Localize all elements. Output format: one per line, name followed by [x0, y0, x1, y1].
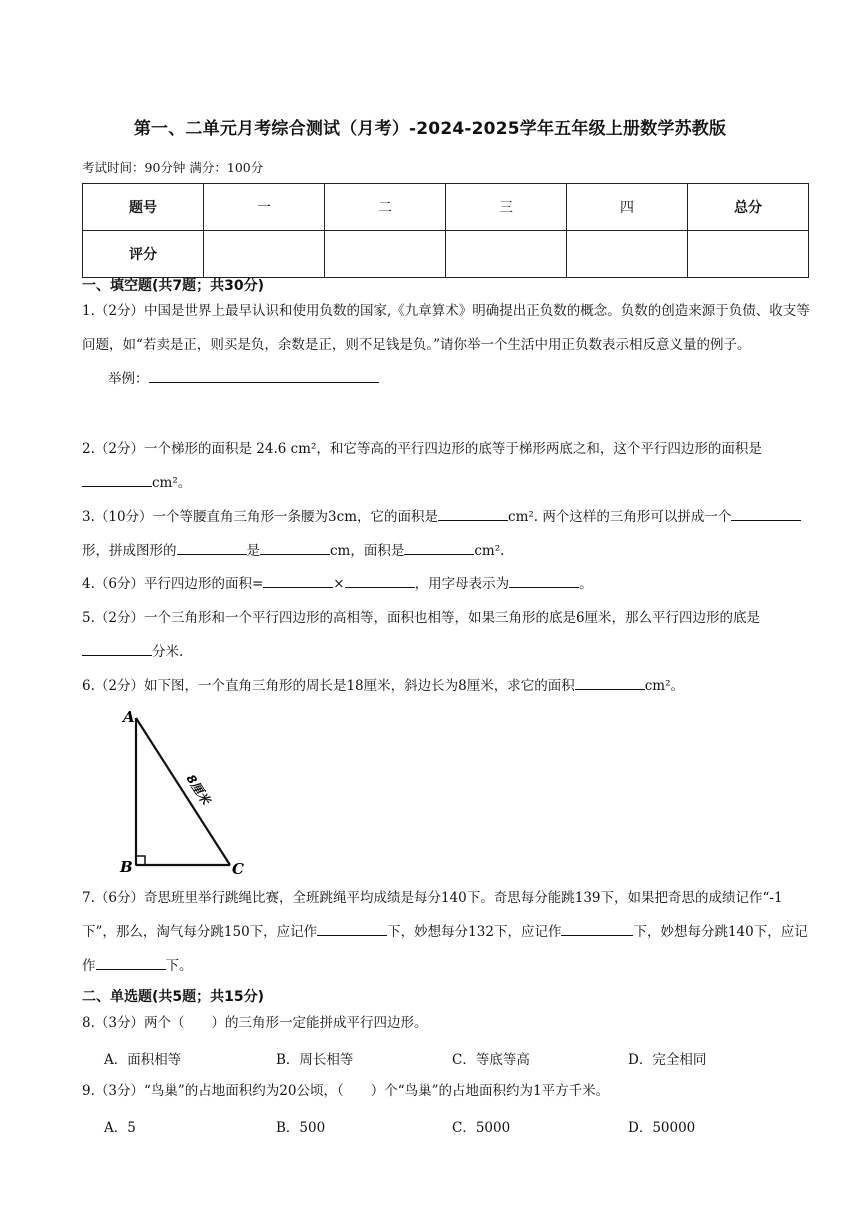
question-9 — [82, 1074, 812, 1108]
score-cell[interactable] — [688, 231, 809, 278]
triangle-figure — [112, 700, 262, 880]
question-text: cm². 两个这样的三角形可以拼成一个 — [508, 509, 732, 525]
answer-blank[interactable] — [177, 538, 247, 555]
question-text: 分米. — [152, 644, 184, 660]
question-text: 是 — [246, 543, 260, 559]
answer-blank[interactable] — [317, 919, 387, 936]
question-text: 7.（6分）奇思班里举行跳绳比赛，全班跳绳平均成绩是每分140下。奇思每分能跳139下，如果把奇思的成绩记作“-1下”，那么，淘气每分跳150下，应记作 — [82, 890, 783, 940]
score-cell[interactable] — [204, 231, 325, 278]
option-b[interactable]: B．500 — [276, 1120, 326, 1136]
question-text: cm，面积是 — [330, 543, 405, 559]
answer-blank[interactable] — [96, 953, 166, 970]
question-4 — [82, 567, 812, 601]
question-text: 下，妙想每分跳140下，应记作 — [82, 924, 808, 974]
answer-blank[interactable] — [149, 366, 379, 383]
question-1 — [82, 294, 812, 396]
question-2 — [82, 432, 812, 500]
option-d[interactable]: D．完全相同 — [628, 1052, 707, 1068]
score-header-cell: 三 — [446, 184, 567, 231]
question-text: 6.（2分）如下图，一个直角三角形的周长是18厘米，斜边长为8厘米，求它的面积 — [82, 678, 575, 694]
answer-blank[interactable] — [404, 538, 474, 555]
answer-blank[interactable] — [509, 571, 579, 588]
option-d[interactable]: D．50000 — [628, 1120, 696, 1136]
option-a[interactable]: A．面积相等 — [104, 1052, 182, 1068]
question-text: 5.（2分）一个三角形和一个平行四边形的高相等，面积也相等，如果三角形的底是6厘米，那么平行四边形的底是 — [82, 610, 761, 626]
exam-title: 第一、二单元月考综合测试（月考）-2024-2025学年五年级上册数学苏教版 — [133, 119, 727, 139]
question-6 — [82, 669, 812, 703]
score-cell[interactable] — [567, 231, 688, 278]
section-heading: 二、单选题(共5题；共15分) — [82, 989, 265, 1005]
question-text: 3.（10分）一个等腰直角三角形一条腰为3cm，它的面积是 — [82, 509, 439, 525]
answer-blank[interactable] — [438, 504, 508, 521]
answer-blank[interactable] — [82, 470, 152, 487]
answer-blank[interactable] — [263, 571, 333, 588]
example-label: 举例： — [108, 371, 149, 387]
question-7 — [82, 881, 812, 983]
score-header-cell: 总分 — [688, 184, 809, 231]
score-cell[interactable] — [325, 231, 446, 278]
score-row — [83, 231, 809, 278]
vertex-label-a: A — [123, 708, 135, 726]
exam-meta: 考试时间：90分钟 满分：100分 — [82, 160, 264, 175]
answer-blank[interactable] — [345, 571, 415, 588]
question-text: ，用字母表示为 — [414, 576, 510, 592]
answer-blank[interactable] — [561, 919, 633, 936]
question-text: 8.（3分）两个（ ）的三角形一定能拼成平行四边形。 — [82, 1015, 428, 1031]
option-c[interactable]: C．5000 — [452, 1120, 511, 1136]
question-text: cm²。 — [152, 475, 192, 491]
score-header-cell: 四 — [567, 184, 688, 231]
vertex-label-c: C — [232, 860, 244, 878]
score-header-row — [83, 184, 809, 231]
answer-blank[interactable] — [731, 504, 801, 521]
question-text: 形，拼成图形的 — [82, 543, 177, 559]
score-cell[interactable] — [446, 231, 567, 278]
option-b[interactable]: B．周长相等 — [276, 1052, 354, 1068]
question-text: 1.（2分）中国是世界上最早认识和使用负数的国家,《九章算术》明确提出正负数的概念。负数的创造来源于负债、收支等问题，如“若卖是正，则买是负，余数是正，则不足钱是负。”请你举一个生活中用正负数表示相反意义量的例子。 — [82, 303, 810, 353]
question-5 — [82, 601, 812, 669]
score-label-cell: 评分 — [83, 231, 204, 278]
option-c[interactable]: C．等底等高 — [452, 1052, 530, 1068]
hypotenuse-ac — [136, 718, 230, 865]
score-table — [82, 183, 809, 278]
question-8 — [82, 1006, 812, 1040]
vertex-label-b: B — [120, 858, 133, 876]
question-text: 9.（3分）“鸟巢”的占地面积约为20公顷，（ ）个“鸟巢”的占地面积约为1平方千米。 — [82, 1083, 610, 1099]
score-header-cell: 题号 — [83, 184, 204, 231]
answer-blank[interactable] — [575, 673, 645, 690]
score-header-cell: 二 — [325, 184, 446, 231]
question-text: 4.（6分）平行四边形的面积= — [82, 576, 264, 592]
question-text: 。 — [579, 576, 593, 592]
question-text: 下。 — [165, 958, 193, 974]
hypotenuse-length-label: 8厘米 — [183, 772, 213, 807]
answer-blank[interactable] — [82, 639, 152, 656]
question-text: × — [333, 576, 345, 592]
question-3 — [82, 500, 812, 568]
right-angle-mark — [136, 856, 145, 865]
question-text: cm²。 — [644, 678, 685, 694]
option-a[interactable]: A．5 — [104, 1120, 136, 1136]
section-heading: 一、填空题(共7题；共30分) — [82, 278, 265, 294]
question-text: cm². — [474, 543, 505, 559]
question-text: 下，妙想每分132下，应记作 — [387, 924, 562, 940]
question-text: 2.（2分）一个梯形的面积是 24.6 cm²，和它等高的平行四边形的底等于梯形两底之和，这个平行四边形的面积是 — [82, 441, 762, 457]
answer-blank[interactable] — [260, 538, 330, 555]
score-header-cell: 一 — [204, 184, 325, 231]
